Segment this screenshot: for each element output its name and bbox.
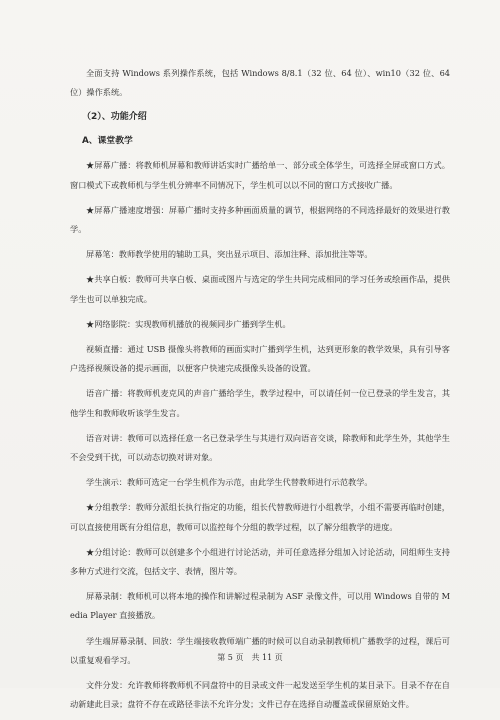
paragraph-shared-whiteboard: ★共享白板：教师可共享白板、桌面或图片与选定的学生共同完成相同的学习任务或绘画作品，提供学生也可以单独完成。 [70,274,450,304]
paragraph-voice-broadcast: 语音广播：将教师机麦克风的声音广播给学生，教学过程中，可以请任何一位已登录的学生发言，其他学生和教师收听该学生发言。 [70,388,450,418]
paragraph-network-cinema: ★网络影院：实现教师机播放的视频同步广播到学生机。 [86,318,291,329]
page-footer: 第 5 页 共 11 页 [217,653,283,662]
paragraph-voice-intercom: 语音对讲：教师可以选择任意一名已登录学生与其进行双向语音交谈，除教师和此学生外，其他学生不会受到干扰，可以动态切换对讲对象。 [70,432,450,463]
paragraph-student-recording: 学生端屏幕录制、回放：学生端接收教师端广播的时候可以自动录制教师机广播教学的过程，课后可以重复观看学习。 [70,635,450,665]
paragraph-screen-broadcast: ★屏幕广播：将教师机屏幕和教师讲话实时广播给单一、部分或全体学生，可选择全屏或窗口方式。窗口模式下或教师机与学生机分辨率不同情况下，学生机可以以不同的窗口方式接收广播。 [70,160,450,190]
paragraph-file-distribution: 文件分发：允许教师将教师机不同盘符中的目录或文件一起发送至学生机的某目录下。目录不存在自动新建此目录；盘符不存在或路径非法不允许分发；文件已存在选择自动覆盖或保留原始文件。 [70,680,450,710]
section-title: （2）、功能介绍 [82,112,147,123]
paragraph-student-demo: 学生演示：教师可选定一台学生机作为示范，由此学生代替教师进行示范教学。 [86,477,373,488]
paragraph-broadcast-speed: ★屏幕广播速度增强：屏幕广播时支持多种画面质量的调节，根据网络的不同选择最好的效果进行教学。 [70,204,450,235]
paragraph-screen-recording: 屏幕录制：教师机可以将本地的操作和讲解过程录制为 ASF 录像文件，可以用 Windows 自带的 Media Player 直接播放。 [70,591,450,621]
paragraph-group-discussion: ★分组讨论：教师可以创建多个小组进行讨论活动，并可任意选择分组加入讨论活动，同组师生支持多种方式进行交流，包括文字、表情，图片等。 [70,546,450,577]
paragraph-screen-pen: 屏幕笔：教师教学使用的辅助工具，突出显示项目、添加注释、添加批注等等。 [86,249,373,260]
document-body [70,64,450,720]
paragraph-group-teaching: ★分组教学：教师分派组长执行指定的功能，组长代替教师进行小组教学，小组不需要再临时创建，可以直接使用既有分组信息，教师可以监控每个分组的教学过程，以了解分组教学的进度。 [70,502,450,532]
subsection-title: A、课堂教学 [82,136,133,147]
paragraph-video-live: 视频直播：通过 USB 摄像头将教师的画面实时广播到学生机，达到更形象的教学效果，具有引导客户选择视频设备的提示画面，以便客户快速完成摄像头设备的设置。 [70,344,450,374]
intro-paragraph: 全面支持 Windows 系列操作系统，包括 Windows 8/8.1（32 位、64 位）、win10（32 位、64 位）操作系统。 [70,68,450,98]
